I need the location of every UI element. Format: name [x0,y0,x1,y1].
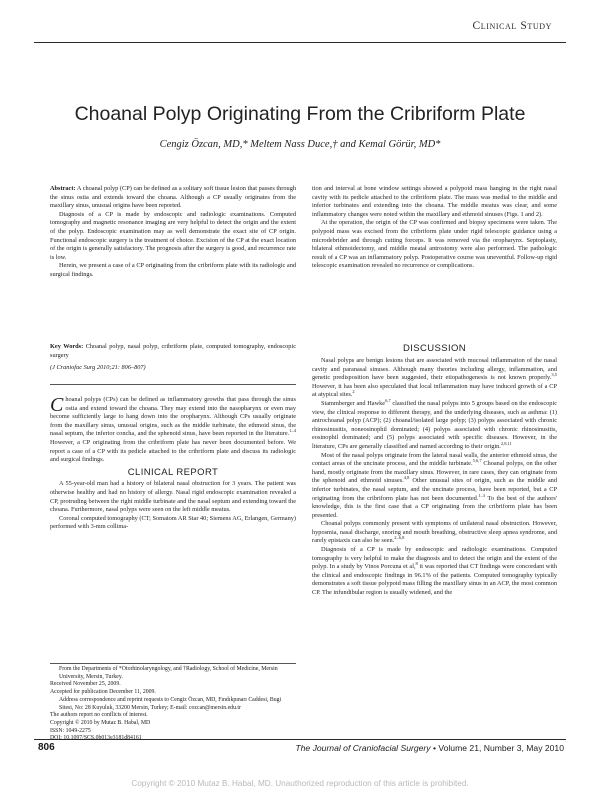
intro-ref: 1–4 [289,428,296,434]
discussion-body [312,357,557,598]
journal-footer [295,743,564,753]
footnote-copyright: Copyright © 2010 by Mutaz B. Habal, MD [50,719,151,726]
clinical-p2: Coronal computed tomography (CT; Somatom AR Star 40; Siemens AG, Erlangen, Germany) performed with 3-mm collima- [50,514,296,531]
clinical-p4: At the operation, the origin of the CP was confirmed and biopsy specimens were taken. The polypoid mass was excised from the cribriform plate under rigid telescopic guidance using a microdebrider and through cutting forceps. It was removed via the oropharynx. Septoplasty, bilateral ethmoidectomy, and middle meatal antrostomy were also performed. The pathologic result of a CP was an inflammatory polyp. Postoperative course was uneventful. Follow-up rigid telescopic examination revealed no recurrence or complications. [312,219,557,270]
abstract-divider [50,384,296,385]
abstract-p3: Herein, we present a case of a CP originating from the cribriform plate with its radiologic and surgical findings. [50,262,296,278]
abstract-p2: Diagnosis of a CP is made by endoscopic and radiologic examinations. Computed tomography and magnetic resonance imaging are very helpful to detect the origin and the extent of the polyp. Endoscopic examination may as well demonstrate the exact site of CP origin. Functional endoscopic surgery is the treatment of choice. Excision of the CP at the exact location of the origin is generally satisfactory. The prognosis after the surgery is good, and recurrence rate is low. [50,210,296,261]
journal-name: The Journal of Craniofacial Surgery [295,743,431,753]
clinical-p1: A 55-year-old man had a history of bilateral nasal obstruction for 3 years. The patient was otherwise healthy and had no history of allergy. Nasal rigid endoscopic examination revealed a CP, protruding between the right middle turbinate and the nasal septum and extending toward the choana. Furthermore, nasal polyps were seen on the left middle meatus. [50,480,296,514]
citation: (J Craniofac Surg 2010;21: 806–807) [50,364,146,372]
keywords-label: Key Words: [50,343,84,350]
abstract [50,185,296,280]
abstract-p1: A choanal polyp (CP) can be defined as a solitary soft tissue lesion that passes through the sinus ostia and extends toward the choana. Although a CP usually originates from the maxillary sinus, unusual origins have been reported. [50,185,297,210]
discussion-p3-b: Choanal polyps, on the other hand, mostly originate from the maxillary sinus. However, in rare cases, they can originate from the sphenoid and ethmoid sinuses. [312,460,558,485]
section-header: Clinical Study [472,20,552,32]
clinical-p3: tion and interval at bone window settings showed a polypoid mass hanging in the right nasal cavity with its pedicle attached to the cribriform plate. The mass was medial to the middle and inferior turbinates and extending into the choana. The middle meatus was clear, and some inflammatory changes were noted within the maxillary and ethmoid sinuses (Figs. 1 and 2). [312,185,557,218]
footnote-accepted: Accepted for publication December 11, 2009. [50,689,156,696]
ref: 1–3 [478,492,486,498]
intro-paragraph [50,396,296,465]
discussion-p5-a: Diagnosis of a CP is made by endoscopic and radiologic examinations. Computed tomography is very helpful to make the diagnosis and to detect the origin and the extent of the polyp. In a study by Vinos Porcuna et al, [312,546,557,571]
author-list: Cengiz Özcan, MD,* Meltem Nass Duce,† and Kemal Görür, MD* [159,139,441,150]
footnote-issn: ISSN: 1049-2275 [50,727,91,734]
page-number: 806 [38,742,55,753]
ref: 2,8,11 [500,440,512,446]
ref: 6,7 [385,397,391,403]
discussion-p2-b: classified the nasal polyps into 5 groups based on the endoscopic view, the clinical response to different therapy, and the underlying diseases, such as asthma: (1) antrochoanal polyp (ACP); (2) choanal/isolated large polyp; (3) polyps associated with chronic rhinosinusitis, noneosinophil dominated; (4) polyps associated with chronic rhinosinusitis, eosinophil dominated; and (5) polyps associated with specific diseases. However, in the literature, CPs are generally classified and named according to their origin. [312,399,557,450]
discussion-p1 [312,357,557,400]
footnote-doi: DOI: 10.1097/SCS.0b013e3181d84161 [50,735,142,742]
keywords-text: Choanal polyp, nasal polyp, cribriform plate, computed tomography, endoscopic surgery [50,343,296,359]
ref: 2–6,8 [394,535,405,541]
footnotes [50,666,296,743]
right-column-top [312,185,557,271]
discussion-p2-a: Stammberger and Hawke [321,399,386,407]
abstract-label: Abstract: [50,185,76,192]
discussion-heading: DISCUSSION [402,343,467,354]
left-column-body [50,396,296,532]
copyright-notice: Copyright © 2010 Mutaz B. Habal, MD. Unauthorized reproduction of this article is prohibited. [131,779,469,788]
ref: 3,5 [551,372,557,378]
discussion-p1-b: However, it has been also speculated that local inflammation may have induced growth of a CP at atypical sites. [312,382,557,399]
discussion-p4 [312,520,557,546]
footnote-affiliation: From the Departments of *Otorhinolaryngology, and †Radiology, School of Medicine, Mersin University, Mersin, Turkey. [59,666,278,680]
discussion-p3-a: Most of the nasal polyps originate from the lateral nasal walls, the anterior ethmoid sinus, the contact areas of the uncinate process, and the middle turbinate. [312,451,557,468]
discussion-p1-a: Nasal polyps are benign lesions that are associated with mucosal inflammation of the nasal cavity and paranasal sinuses. Although many theories including allergy, inflammation, and genetic predisposition have been suggested, their etiopathogenesis is not known properly. [312,357,557,382]
bottom-rule [34,739,566,740]
discussion-p5-b: it was reported that CT findings were concordant with the clinical and endoscopic findings in 96.1% of the patients. Computed tomography typically demonstrates a soft tissue polypoid mass filling the maxillary sinus in an ACP, the most common CP. The infundibular region is usually widened, and the [312,563,558,597]
footnote-address: Address correspondence and reprint requests to Cengiz Özcan, MD, Fındıkpınarı Caddesi, Bugi Sitesi, No: 28 Kuyuluk, 33200 Mersin, Turkey; E-mail: cozcan@mersin.edu.tr [59,696,282,711]
ref: 8 [415,561,418,567]
footnote-conflicts: The authors report no conflicts of interest. [50,712,148,719]
footnote-rule [50,663,296,664]
discussion-p4-a: Choanal polyps commonly present with symptoms of unilateral nasal obstruction. However, hyposmia, nasal discharge, snoring and mouth breathing, obstructive sleep apnea syndrome, and rarely epistaxis can also be seen. [312,520,557,545]
ref: 2 [352,389,355,395]
discussion-p3-d: To the best of the authors' knowledge, this is the first case that a CP originating from the cribriform plate has been presented. [312,494,557,519]
article-title: Choanal Polyp Originating From the Cribriform Plate [74,103,526,125]
keywords-block [50,343,296,373]
discussion-p3 [312,452,557,521]
intro-text: hoanal polyps (CPs) can be defined as inflammatory growths that pass through the sinus ostia and extend toward the choana. They may extend into the nasopharynx or even may become sufficiently large to hang down into the oropharynx. Although CPs usually originate from the maxillary sinus, unusual origins, such as the middle turbinate, the ethmoid sinus, the nasal septum, the inferior concha, and the sphenoid sinus, have been reported in the literature. [50,396,296,438]
discussion-heading-wrap [312,341,557,357]
intro-text-2: However, a CP originating from the cribriform plate has never been documented before. We report a case of a CP with its pedicle attached to the cribriform plate and discuss its radiologic and surgical findings. [50,438,296,464]
discussion-p2 [312,397,557,452]
top-rule [34,42,566,43]
ref: 5,6,7 [472,458,482,464]
ref: 4,8 [403,475,410,481]
discussion-p5 [312,546,557,598]
journal-issue: • Volume 21, Number 3, May 2010 [430,743,564,753]
footnote-received: Received November 25, 2009. [50,681,121,688]
drop-cap: C [50,394,64,416]
discussion-p3-c: Other unusual sites of origin, such as the middle and inferior turbinates, the nasal septum, and the uncinate process, have been reported, but a CP originating from the cribriform plate has not been documented. [312,477,557,502]
clinical-report-heading: CLINICAL REPORT [127,466,219,478]
